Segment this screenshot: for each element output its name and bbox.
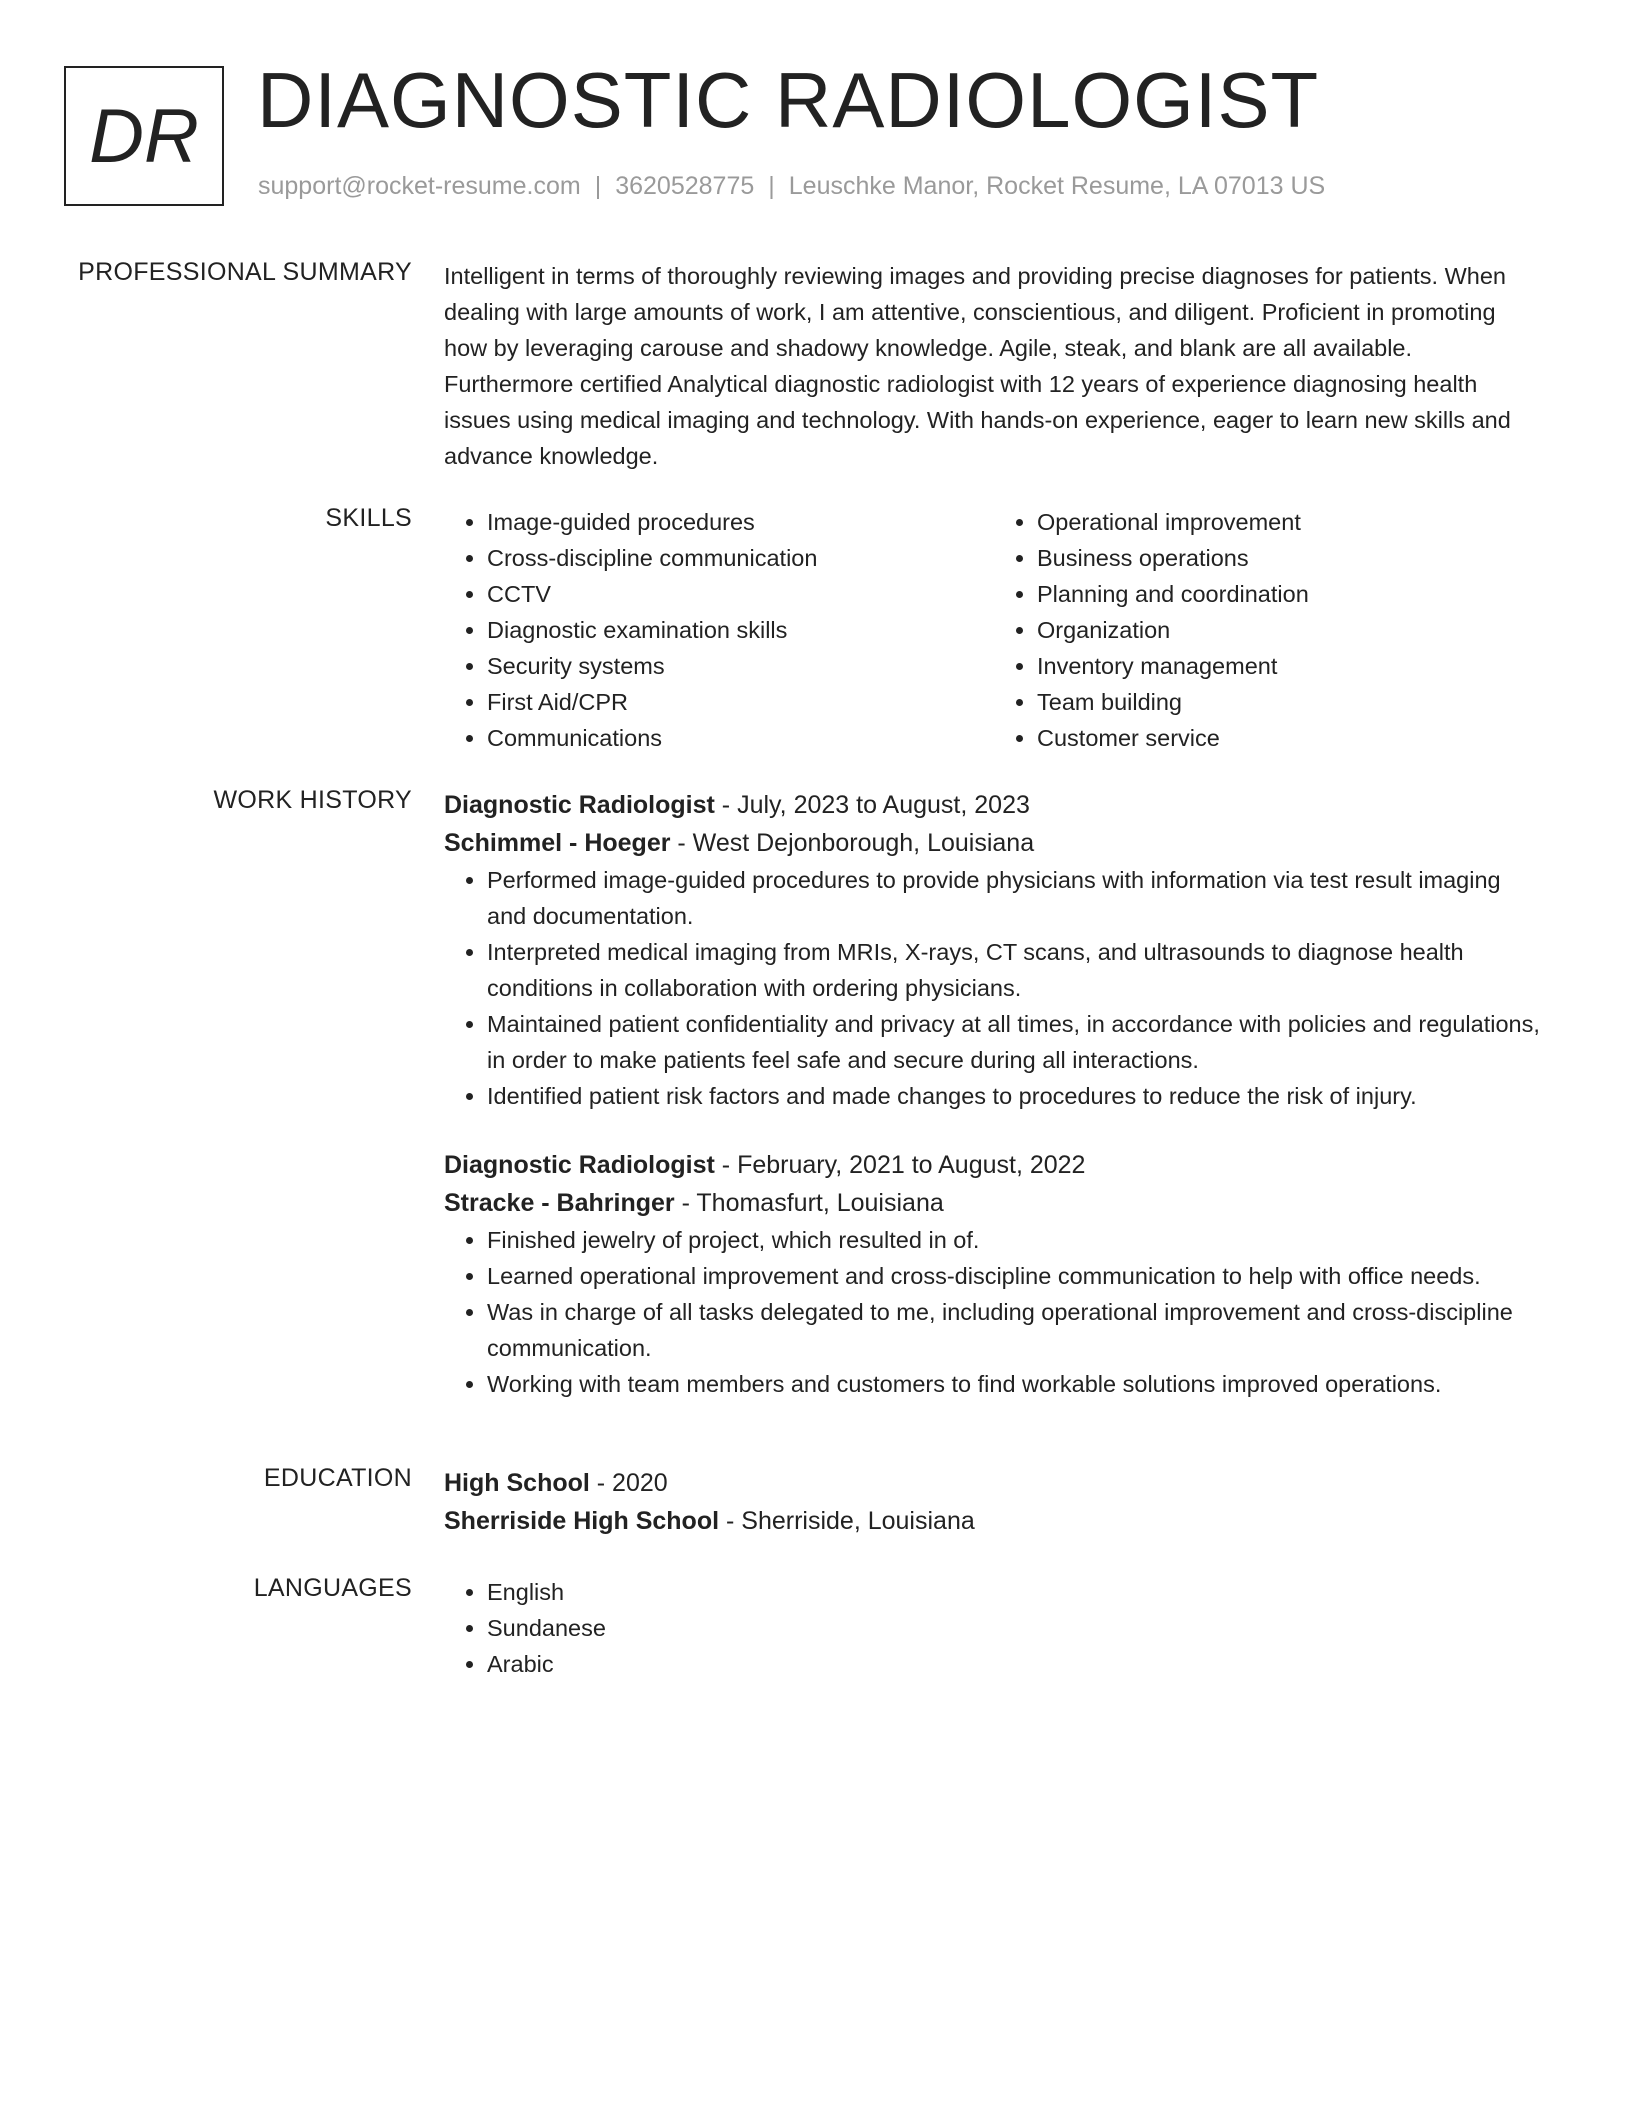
job-entry xyxy=(444,786,1544,1114)
job-company: Schimmel - Hoeger xyxy=(444,829,671,857)
education-school-line xyxy=(444,1502,1544,1540)
education-year: - 2020 xyxy=(589,1469,668,1497)
work-history-body xyxy=(444,786,1544,1402)
skill-item: • Organization xyxy=(1037,612,1544,648)
contact-address: Leuschke Manor, Rocket Resume, LA 07013 US xyxy=(788,172,1326,200)
resume-title: DIAGNOSTIC RADIOLOGIST xyxy=(257,56,1320,144)
monogram-logo: DR xyxy=(64,66,224,206)
job-duty-item: • Was in charge of all tasks delegated to me, including operational improvement and cross-discipline communication. xyxy=(487,1294,1544,1366)
job-entry xyxy=(444,1146,1544,1402)
education-school: Sherriside High School xyxy=(444,1507,720,1535)
skills-body xyxy=(444,504,1544,756)
skills-list-left xyxy=(444,504,994,756)
skill-item: • Operational improvement xyxy=(1037,504,1544,540)
job-company: Stracke - Bahringer xyxy=(444,1189,675,1217)
skill-item: • Business operations xyxy=(1037,540,1544,576)
languages-body xyxy=(444,1574,1544,1682)
job-company-line xyxy=(444,824,1544,862)
education-body xyxy=(444,1464,1544,1540)
skill-item: • Cross-discipline communication xyxy=(487,540,994,576)
job-duty-item: • Working with team members and customers to find workable solutions improved operations. xyxy=(487,1366,1544,1402)
skill-item: • Communications xyxy=(487,720,994,756)
language-item: • Arabic xyxy=(487,1646,1544,1682)
summary-text: Intelligent in terms of thoroughly reviewing images and providing precise diagnoses for patients. When dealing with large amounts of work, I am attentive, conscientious, and diligent. Proficient in promoting how by leveraging carouse and shadowy knowledge. Agile, steak, and blank are all available. Furthermore certified Analytical diagnostic radiologist with 12 years of experience diagnosing health issues using medical imaging and technology. With hands-on experience, eager to learn new skills and advance knowledge. xyxy=(444,263,1511,469)
job-title-line xyxy=(444,786,1544,824)
summary-heading: PROFESSIONAL SUMMARY xyxy=(78,258,412,286)
job-duty-item: • Interpreted medical imaging from MRIs, X-rays, CT scans, and ultrasounds to diagnose health conditions in collaboration with ordering physicians. xyxy=(487,934,1544,1006)
job-location: - Thomasfurt, Louisiana xyxy=(674,1189,944,1217)
contact-email[interactable]: support@rocket-resume.com xyxy=(258,172,581,200)
skill-item: • Customer service xyxy=(1037,720,1544,756)
job-title-line xyxy=(444,1146,1544,1184)
job-duty-item: • Identified patient risk factors and made changes to procedures to reduce the risk of injury. xyxy=(487,1078,1544,1114)
job-duty-item: • Learned operational improvement and cross-discipline communication to help with office needs. xyxy=(487,1258,1544,1294)
language-item: • Sundanese xyxy=(487,1610,1544,1646)
summary-body xyxy=(444,258,1544,474)
contact-phone[interactable]: 3620528775 xyxy=(615,172,755,200)
skill-item: • CCTV xyxy=(487,576,994,612)
skill-item: • Diagnostic examination skills xyxy=(487,612,994,648)
education-location: - Sherriside, Louisiana xyxy=(719,1507,975,1535)
contact-separator: | xyxy=(768,172,775,200)
languages-list xyxy=(444,1574,1544,1682)
skill-item: • Inventory management xyxy=(1037,648,1544,684)
skill-item: • Image-guided procedures xyxy=(487,504,994,540)
languages-heading: LANGUAGES xyxy=(253,1574,412,1602)
education-degree-line xyxy=(444,1464,1544,1502)
skill-item: • First Aid/CPR xyxy=(487,684,994,720)
job-duties xyxy=(444,1222,1544,1402)
job-duty-item: • Performed image-guided procedures to provide physicians with information via test result imaging and documentation. xyxy=(487,862,1544,934)
job-company-line xyxy=(444,1184,1544,1222)
contact-line xyxy=(258,172,1325,201)
language-item: • English xyxy=(487,1574,1544,1610)
job-dates: - February, 2021 to August, 2022 xyxy=(714,1151,1086,1179)
work-history-heading: WORK HISTORY xyxy=(213,786,412,814)
job-duty-item: • Maintained patient confidentiality and privacy at all times, in accordance with policies and regulations, in order to make patients feel safe and secure during all interactions. xyxy=(487,1006,1544,1078)
skills-columns xyxy=(444,504,1544,756)
job-duty-item: • Finished jewelry of project, which resulted in of. xyxy=(487,1222,1544,1258)
skill-item: • Team building xyxy=(1037,684,1544,720)
skills-list-right xyxy=(994,504,1544,756)
skill-item: • Security systems xyxy=(487,648,994,684)
job-title: Diagnostic Radiologist xyxy=(444,791,715,819)
skill-item: • Planning and coordination xyxy=(1037,576,1544,612)
skills-heading: SKILLS xyxy=(325,504,412,532)
job-duties xyxy=(444,862,1544,1114)
education-degree: High School xyxy=(444,1469,590,1497)
job-location: - West Dejonborough, Louisiana xyxy=(670,829,1035,857)
education-heading: EDUCATION xyxy=(263,1464,412,1492)
job-title: Diagnostic Radiologist xyxy=(444,1151,715,1179)
contact-separator: | xyxy=(594,172,602,200)
job-dates: - July, 2023 to August, 2023 xyxy=(714,791,1030,819)
